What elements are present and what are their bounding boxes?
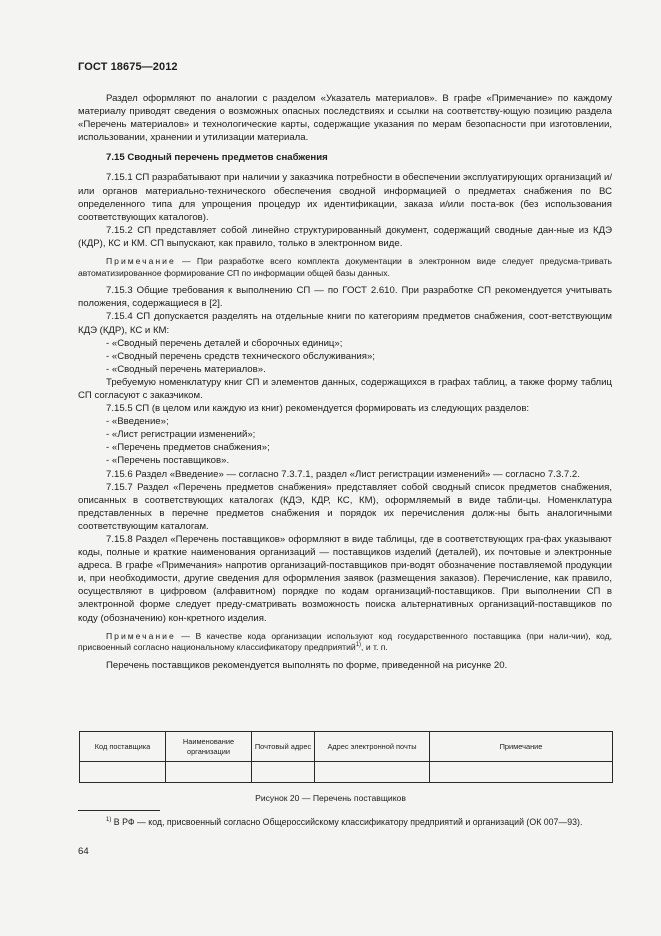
column-header: Код поставщика xyxy=(80,732,166,762)
footnote-text: В РФ — код, присвоенный согласно Общероссийскому классификатору предприятий и организаций (ОК 007—93). xyxy=(111,817,583,827)
paragraph-7-15-3: 7.15.3 Общие требования к выполнению СП — по ГОСТ 2.610. При разработке СП рекомендуется учитывать положения, содержащиеся в [2]. xyxy=(78,285,612,310)
footnote xyxy=(78,816,612,828)
footnote-ref: 1) xyxy=(355,642,362,649)
paragraph-7-15-1: 7.15.1 СП разрабатывают при наличии у заказчика потребности в обеспечении эксплуатирующих организаций и/или органов материально-технического обеспечения сводной информацией о предметах снабжения по ВС определенного типа для упрощения процедур их идентификации, заказа и/или поста-вок (без использования соответствующих каталогов). xyxy=(78,172,612,223)
paragraph-nomenclature: Требуемую номенклатуру книг СП и элементов данных, содержащихся в графах таблиц, а также форму таблиц СП согласуют с заказчиком. xyxy=(78,376,612,401)
footnote-mark: 1) xyxy=(106,817,112,824)
paragraph-7-15-4: 7.15.4 СП допускается разделять на отдельные книги по категориям предметов снабжения, соот-ветствующим КДЭ (КДР), КС и КМ: xyxy=(78,311,612,336)
note-label: Примечание xyxy=(106,256,176,267)
paragraph-7-15-6: 7.15.6 Раздел «Введение» — согласно 7.3.7.1, раздел «Лист регистрации изменений» — согласно 7.3.7.2. xyxy=(106,468,580,480)
table-cell xyxy=(315,762,430,783)
column-header: Примечание xyxy=(430,732,613,762)
paragraph-form: Перечень поставщиков рекомендуется выполнять по форме, приведенной на рисунке 20. xyxy=(106,659,508,671)
paragraph-7-15-7: 7.15.7 Раздел «Перечень предметов снабжения» представляет собой сводный список предметов снабжения, описанных в соответствующих каталогах (КДЭ, КДР, КС, КМ), оформляемый в виде табли-цы. Номенклатура представленных в перечне предметов снабжения и порядок их перечисления долж-ны быть аналогичными соответствующим каталогам. xyxy=(78,481,612,532)
column-header: Почтовый адрес xyxy=(252,732,315,762)
note-1 xyxy=(78,256,612,279)
list-item: - «Сводный перечень деталей и сборочных единиц»; xyxy=(106,337,343,349)
suppliers-form-table xyxy=(79,731,613,783)
note-label: Примечание xyxy=(106,630,176,641)
table-cell xyxy=(252,762,315,783)
column-header: Адрес электронной почты xyxy=(315,732,430,762)
table-cell xyxy=(80,762,166,783)
intro-paragraph: Раздел оформляют по аналогии с разделом «Указатель материалов». В графе «Примечание» по каждому материалу приводят сведения о возможных опасных последствиях и ссылки на соответству-ющую позицию раздела «Перечень материалов» и технологические карты, содержащие указания по мерам безопасности при изготовлении, использовании, хранении и утилизации материала. xyxy=(78,93,612,144)
note-text: — В качестве кода организации используют код государственного поставщика (при нали-чии), код, присвоенный согласно национальному классификатору предприятий xyxy=(78,630,612,653)
list-item: - «Перечень поставщиков». xyxy=(106,455,230,467)
list-item: - «Сводный перечень материалов». xyxy=(106,363,266,375)
table-row xyxy=(80,762,613,783)
list-item: - «Сводный перечень средств технического обслуживания»; xyxy=(106,350,375,362)
paragraph-7-15-8: 7.15.8 Раздел «Перечень поставщиков» оформляют в виде таблицы, где в соответствующих гра-фах указывают коды, полные и краткие наименования организаций — поставщиков изделий (деталей), их почтовые и электронные адреса. В графе «Примечания» напротив организаций-поставщиков при-водят обозначение поставляемой продукции и, при необходимости, другие сведения для оформления заявок (размещения заказов). Перечисление, как правило, осуществляют в цифровом (алфавитном) порядке по кодам организаций-поставщиков. При выполнении СП в электронной форме следует преду-сматривать возможность поиска альтернативных организаций-поставщиков по коду (обозначению) кон-кретного изделия. xyxy=(78,534,612,624)
column-header: Наименование организации xyxy=(166,732,252,762)
list-item: - «Лист регистрации изменений»; xyxy=(106,429,256,441)
footnote-divider xyxy=(78,810,160,811)
paragraph-7-15-5: 7.15.5 СП (в целом или каждую из книг) рекомендуется формировать из следующих разделов: xyxy=(106,403,530,415)
main-text xyxy=(78,92,612,672)
paragraph-7-15-2: 7.15.2 СП представляет собой линейно структурированный документ, содержащий сводные дан-ные из КДЭ (КДР), КС и КМ. СП выпускают, как правило, только в электронном виде. xyxy=(78,224,612,249)
note-text: — При разработке всего комплекта документации в электронном виде следует предусма-тривать автоматизированное формирование СП по информации общей базы данных. xyxy=(78,256,612,278)
list-item: - «Перечень предметов снабжения»; xyxy=(106,442,270,454)
page-number: 64 xyxy=(78,846,89,857)
note-text-end: , и т. п. xyxy=(361,642,388,653)
list-item: - «Введение»; xyxy=(106,416,169,428)
table-cell xyxy=(430,762,613,783)
table-cell xyxy=(166,762,252,783)
section-heading: 7.15 Сводный перечень предметов снабжения xyxy=(106,152,328,164)
note-2 xyxy=(78,631,612,654)
figure-caption: Рисунок 20 — Перечень поставщиков xyxy=(255,793,406,803)
document-header: ГОСТ 18675—2012 xyxy=(78,61,178,73)
table-header-row xyxy=(80,732,613,762)
